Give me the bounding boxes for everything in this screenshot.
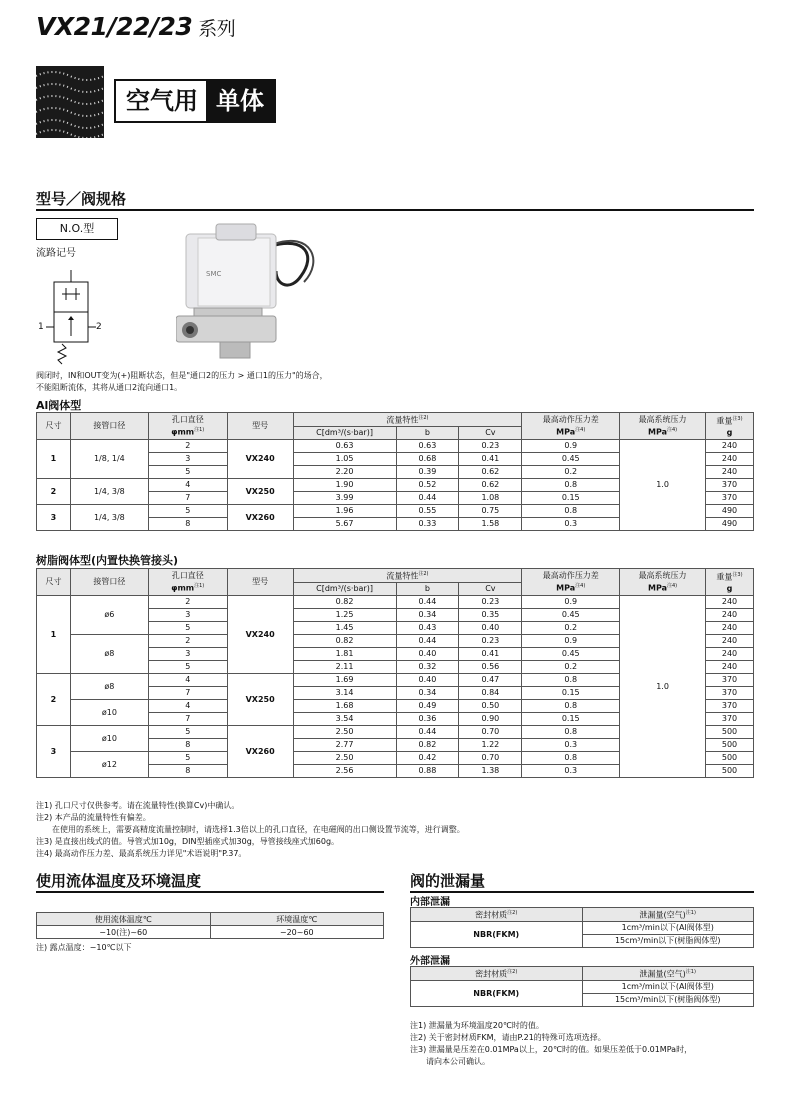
cv-cell: 0.70 (459, 751, 522, 764)
orifice-cell: 7 (148, 686, 227, 699)
th-port: 接管口径 (70, 569, 148, 596)
max-diff-cell: 0.8 (522, 673, 620, 686)
cv-cell: 1.38 (459, 764, 522, 777)
flow-symbol-diagram (36, 262, 106, 366)
b-cell: 0.34 (396, 686, 459, 699)
th-max-sys: 最高系统压力 MPa$^{注4)}$ (620, 569, 706, 596)
cv-cell: 1.22 (459, 738, 522, 751)
th-size: 尺寸 (37, 413, 71, 440)
orifice-cell: 4 (148, 673, 227, 686)
max-diff-cell: 0.8 (522, 725, 620, 738)
weight-cell: 370 (706, 491, 754, 504)
port-cell: 1/4, 3/8 (70, 478, 148, 504)
banner-image (36, 66, 104, 138)
cv-cell: 0.23 (459, 595, 522, 608)
th-c: C[dm³/(s·bar)] (293, 426, 396, 439)
port-cell: 1/8, 1/4 (70, 439, 148, 478)
cv-cell: 0.70 (459, 725, 522, 738)
b-cell: 0.39 (396, 465, 459, 478)
port-2-label: 2 (96, 322, 102, 332)
th-weight: 重量$^{注3)}$ g (706, 413, 754, 440)
size-cell: 3 (37, 725, 71, 777)
th-model: 型号 (227, 569, 293, 596)
spec-note: 注1) 孔口尺寸仅供参考。请在流量特性(换算Cv)中确认。 (36, 801, 240, 810)
weight-cell: 240 (706, 608, 754, 621)
series-title (36, 12, 235, 41)
c-cell: 3.54 (293, 712, 396, 725)
weight-cell: 370 (706, 699, 754, 712)
orifice-cell: 3 (148, 608, 227, 621)
spec-note: 在使用的系统上，需要高精度流量控制时，请选择1.3倍以上的孔口直径，在电磁阀的出口侧设置节流等，进行调整。 (36, 825, 465, 834)
th-model: 型号 (227, 413, 293, 440)
max-diff-cell: 0.8 (522, 504, 620, 517)
c-cell: 2.50 (293, 751, 396, 764)
th-b: b (396, 426, 459, 439)
cv-cell: 0.84 (459, 686, 522, 699)
b-cell: 0.88 (396, 764, 459, 777)
cv-cell: 0.41 (459, 452, 522, 465)
c-cell: 1.05 (293, 452, 396, 465)
weight-cell: 240 (706, 452, 754, 465)
table-row (37, 439, 754, 452)
c-cell: 5.67 (293, 517, 396, 530)
b-cell: 0.42 (396, 751, 459, 764)
th-max-diff: 最高动作压力差 MPa$^{注4)}$ (522, 569, 620, 596)
max-diff-cell: 0.8 (522, 699, 620, 712)
series-suffix: 系列 (198, 18, 236, 40)
cv-cell: 1.58 (459, 517, 522, 530)
leak-col-seal: 密封材质$^{注2)}$ (411, 967, 583, 981)
th-orifice: 孔口直径 φmm$^{注1)}$ (148, 413, 227, 440)
th-weight: 重量$^{注3)}$ g (706, 569, 754, 596)
cv-cell: 0.50 (459, 699, 522, 712)
max-diff-cell: 0.2 (522, 660, 620, 673)
orifice-cell: 4 (148, 478, 227, 491)
series-name: VX21/22/23 (36, 12, 193, 41)
weight-cell: 370 (706, 712, 754, 725)
b-cell: 0.44 (396, 491, 459, 504)
b-cell: 0.32 (396, 660, 459, 673)
c-cell: 1.96 (293, 504, 396, 517)
c-cell: 0.82 (293, 595, 396, 608)
temp-col-ambient: 环境温度℃ (210, 913, 384, 926)
cv-cell: 0.90 (459, 712, 522, 725)
leak-resin-value: 15cm³/min以下(树脂阀体型) (582, 993, 754, 1006)
weight-cell: 500 (706, 751, 754, 764)
orifice-cell: 5 (148, 621, 227, 634)
temp-col-fluid: 使用流体温度℃ (37, 913, 211, 926)
temp-note: 注) 露点温度：−10℃以下 (36, 943, 132, 952)
orifice-cell: 5 (148, 660, 227, 673)
c-cell: 2.11 (293, 660, 396, 673)
size-cell: 3 (37, 504, 71, 530)
orifice-cell: 2 (148, 439, 227, 452)
weight-cell: 370 (706, 686, 754, 699)
leak-notes (410, 1020, 754, 1068)
spec-note: 注2) 本产品的流量特性有偏差。 (36, 813, 151, 822)
th-size: 尺寸 (37, 569, 71, 596)
c-cell: 1.81 (293, 647, 396, 660)
th-port: 接管口径 (70, 413, 148, 440)
b-cell: 0.55 (396, 504, 459, 517)
max-diff-cell: 0.3 (522, 517, 620, 530)
size-cell: 2 (37, 478, 71, 504)
model-cell: VX260 (227, 504, 293, 530)
model-cell: VX240 (227, 439, 293, 478)
cv-cell: 0.62 (459, 478, 522, 491)
model-cell: VX250 (227, 673, 293, 725)
th-max-diff: 最高动作压力差 MPa$^{注4)}$ (522, 413, 620, 440)
resin-table-title: 树脂阀体型(内置快换管接头) (36, 554, 179, 567)
leak-title-text: 阀的泄漏量 (410, 872, 486, 890)
leak-al-value: 1cm³/min以下(Al阀体型) (582, 980, 754, 993)
max-diff-cell: 0.8 (522, 478, 620, 491)
section-model-title-text: 型号／阀规格 (36, 190, 127, 208)
table-row (37, 595, 754, 608)
cv-cell: 0.23 (459, 439, 522, 452)
b-cell: 0.82 (396, 738, 459, 751)
section-model-title (36, 188, 754, 211)
orifice-cell: 5 (148, 504, 227, 517)
cv-cell: 0.56 (459, 660, 522, 673)
leak-section-title (410, 870, 754, 893)
port-cell: ø12 (70, 751, 148, 777)
max-diff-cell: 0.45 (522, 647, 620, 660)
b-cell: 0.68 (396, 452, 459, 465)
orifice-cell: 2 (148, 634, 227, 647)
weight-cell: 240 (706, 660, 754, 673)
th-orifice: 孔口直径 φmm$^{注1)}$ (148, 569, 227, 596)
leak-note: 注2) 关于密封材质FKM，请由P.21的特殊可选项选择。 (410, 1033, 606, 1042)
c-cell: 3.99 (293, 491, 396, 504)
b-cell: 0.40 (396, 647, 459, 660)
max-diff-cell: 0.9 (522, 634, 620, 647)
weight-cell: 240 (706, 621, 754, 634)
svg-text:SMC: SMC (206, 270, 222, 278)
c-cell: 3.14 (293, 686, 396, 699)
weight-cell: 240 (706, 647, 754, 660)
weight-cell: 370 (706, 478, 754, 491)
weight-cell: 370 (706, 673, 754, 686)
port-cell: ø6 (70, 595, 148, 634)
cv-cell: 0.62 (459, 465, 522, 478)
resin-spec-table (36, 568, 754, 778)
leak-note: 注3) 泄漏量是压差在0.01MPa以上，20℃时的值。如果压差低于0.01MPa时， (410, 1045, 693, 1054)
orifice-cell: 5 (148, 725, 227, 738)
temp-table (36, 912, 384, 939)
c-cell: 0.63 (293, 439, 396, 452)
b-cell: 0.63 (396, 439, 459, 452)
port-1-label: 1 (38, 322, 44, 332)
port-cell: ø10 (70, 699, 148, 725)
th-b: b (396, 582, 459, 595)
weight-cell: 240 (706, 439, 754, 452)
b-cell: 0.36 (396, 712, 459, 725)
temp-val-fluid: −10(注)~60 (37, 926, 211, 939)
banner-label (114, 79, 276, 123)
c-cell: 0.82 (293, 634, 396, 647)
weight-cell: 490 (706, 517, 754, 530)
th-flow: 流量特性$^{注2)}$ (293, 569, 522, 583)
model-cell: VX250 (227, 478, 293, 504)
c-cell: 2.77 (293, 738, 396, 751)
b-cell: 0.44 (396, 595, 459, 608)
b-cell: 0.40 (396, 673, 459, 686)
cv-cell: 0.47 (459, 673, 522, 686)
cv-cell: 0.41 (459, 647, 522, 660)
size-cell: 2 (37, 673, 71, 725)
max-diff-cell: 0.15 (522, 491, 620, 504)
th-max-sys: 最高系统压力 MPa$^{注4)}$ (620, 413, 706, 440)
port-cell: ø8 (70, 634, 148, 673)
external-leak-table (410, 966, 754, 1007)
al-spec-table (36, 412, 754, 531)
b-cell: 0.44 (396, 725, 459, 738)
max-diff-cell: 0.15 (522, 712, 620, 725)
b-cell: 0.33 (396, 517, 459, 530)
max-diff-cell: 0.15 (522, 686, 620, 699)
orifice-cell: 5 (148, 465, 227, 478)
max-diff-cell: 0.8 (522, 751, 620, 764)
type-box: N.O.型 (36, 218, 118, 240)
weight-cell: 240 (706, 465, 754, 478)
weight-cell: 490 (706, 504, 754, 517)
leak-resin-value: 15cm³/min以下(树脂阀体型) (582, 934, 754, 947)
external-leak-label: 外部泄漏 (410, 956, 450, 967)
orifice-cell: 8 (148, 517, 227, 530)
spec-notes (36, 800, 754, 860)
orifice-cell: 3 (148, 452, 227, 465)
orifice-cell: 3 (148, 647, 227, 660)
orifice-cell: 8 (148, 738, 227, 751)
cv-cell: 0.40 (459, 621, 522, 634)
b-cell: 0.49 (396, 699, 459, 712)
weight-cell: 500 (706, 738, 754, 751)
max-sys-cell: 1.0 (620, 439, 706, 530)
b-cell: 0.44 (396, 634, 459, 647)
flow-symbol-label: 流路记号 (36, 248, 76, 259)
weight-cell: 500 (706, 764, 754, 777)
weight-cell: 240 (706, 595, 754, 608)
c-cell: 2.50 (293, 725, 396, 738)
max-diff-cell: 0.2 (522, 621, 620, 634)
c-cell: 2.20 (293, 465, 396, 478)
max-diff-cell: 0.45 (522, 452, 620, 465)
spec-note: 注4) 最高动作压力差、最高系统压力详见"术语说明"P.37。 (36, 849, 247, 858)
port-cell: ø10 (70, 725, 148, 751)
max-diff-cell: 0.3 (522, 764, 620, 777)
c-cell: 1.25 (293, 608, 396, 621)
weight-cell: 500 (706, 725, 754, 738)
temp-title-text: 使用流体温度及环境温度 (36, 872, 202, 890)
c-cell: 2.56 (293, 764, 396, 777)
b-cell: 0.34 (396, 608, 459, 621)
al-table-title: Al阀体型 (36, 399, 82, 412)
cv-cell: 0.75 (459, 504, 522, 517)
size-cell: 1 (37, 595, 71, 673)
max-diff-cell: 0.9 (522, 595, 620, 608)
internal-leak-table (410, 907, 754, 948)
leak-note: 请向本公司确认。 (410, 1057, 490, 1066)
max-diff-cell: 0.9 (522, 439, 620, 452)
b-cell: 0.52 (396, 478, 459, 491)
th-cv: Cv (459, 582, 522, 595)
port-cell: 1/4, 3/8 (70, 504, 148, 530)
orifice-cell: 7 (148, 491, 227, 504)
leak-seal-material: NBR(FKM) (411, 921, 583, 947)
orifice-cell: 4 (148, 699, 227, 712)
port-cell: ø8 (70, 673, 148, 699)
max-diff-cell: 0.45 (522, 608, 620, 621)
internal-leak-label: 内部泄漏 (410, 897, 450, 908)
th-cv: Cv (459, 426, 522, 439)
model-cell: VX240 (227, 595, 293, 673)
c-cell: 1.45 (293, 621, 396, 634)
leak-col-amount: 泄漏量(空气)$^{注1)}$ (582, 908, 754, 922)
orifice-cell: 7 (148, 712, 227, 725)
c-cell: 1.69 (293, 673, 396, 686)
leak-col-seal: 密封材质$^{注2)}$ (411, 908, 583, 922)
max-diff-cell: 0.3 (522, 738, 620, 751)
temp-val-ambient: −20~60 (210, 926, 384, 939)
leak-al-value: 1cm³/min以下(Al阀体型) (582, 921, 754, 934)
cv-cell: 0.23 (459, 634, 522, 647)
cv-cell: 0.35 (459, 608, 522, 621)
closed-note-line1: 阀闭时，IN和OUT变为(+)阻断状态，但是"通口2的压力 > 通口1的压力"的场合， (36, 371, 328, 380)
cv-cell: 1.08 (459, 491, 522, 504)
orifice-cell: 8 (148, 764, 227, 777)
spec-note: 注3) 是直接出线式的值。导管式加10g，DIN型插座式加30g，导管接线座式加60g。 (36, 837, 340, 846)
c-cell: 1.90 (293, 478, 396, 491)
th-flow: 流量特性$^{注2)}$ (293, 413, 522, 427)
model-cell: VX260 (227, 725, 293, 777)
max-sys-cell: 1.0 (620, 595, 706, 777)
valve-product-image (176, 216, 316, 366)
c-cell: 1.68 (293, 699, 396, 712)
th-c: C[dm³/(s·bar)] (293, 582, 396, 595)
banner-label-black: 单体 (206, 81, 274, 121)
closed-note-line2: 不能阻断流体，其将从通口2流向通口1。 (36, 383, 183, 392)
weight-cell: 240 (706, 634, 754, 647)
banner-label-white: 空气用 (116, 81, 206, 121)
orifice-cell: 5 (148, 751, 227, 764)
orifice-cell: 2 (148, 595, 227, 608)
leak-col-amount: 泄漏量(空气)$^{注1)}$ (582, 967, 754, 981)
leak-note: 注1) 泄漏量为环境温度20℃时的值。 (410, 1021, 544, 1030)
size-cell: 1 (37, 439, 71, 478)
max-diff-cell: 0.2 (522, 465, 620, 478)
b-cell: 0.43 (396, 621, 459, 634)
leak-seal-material: NBR(FKM) (411, 980, 583, 1006)
temp-section-title (36, 870, 384, 893)
